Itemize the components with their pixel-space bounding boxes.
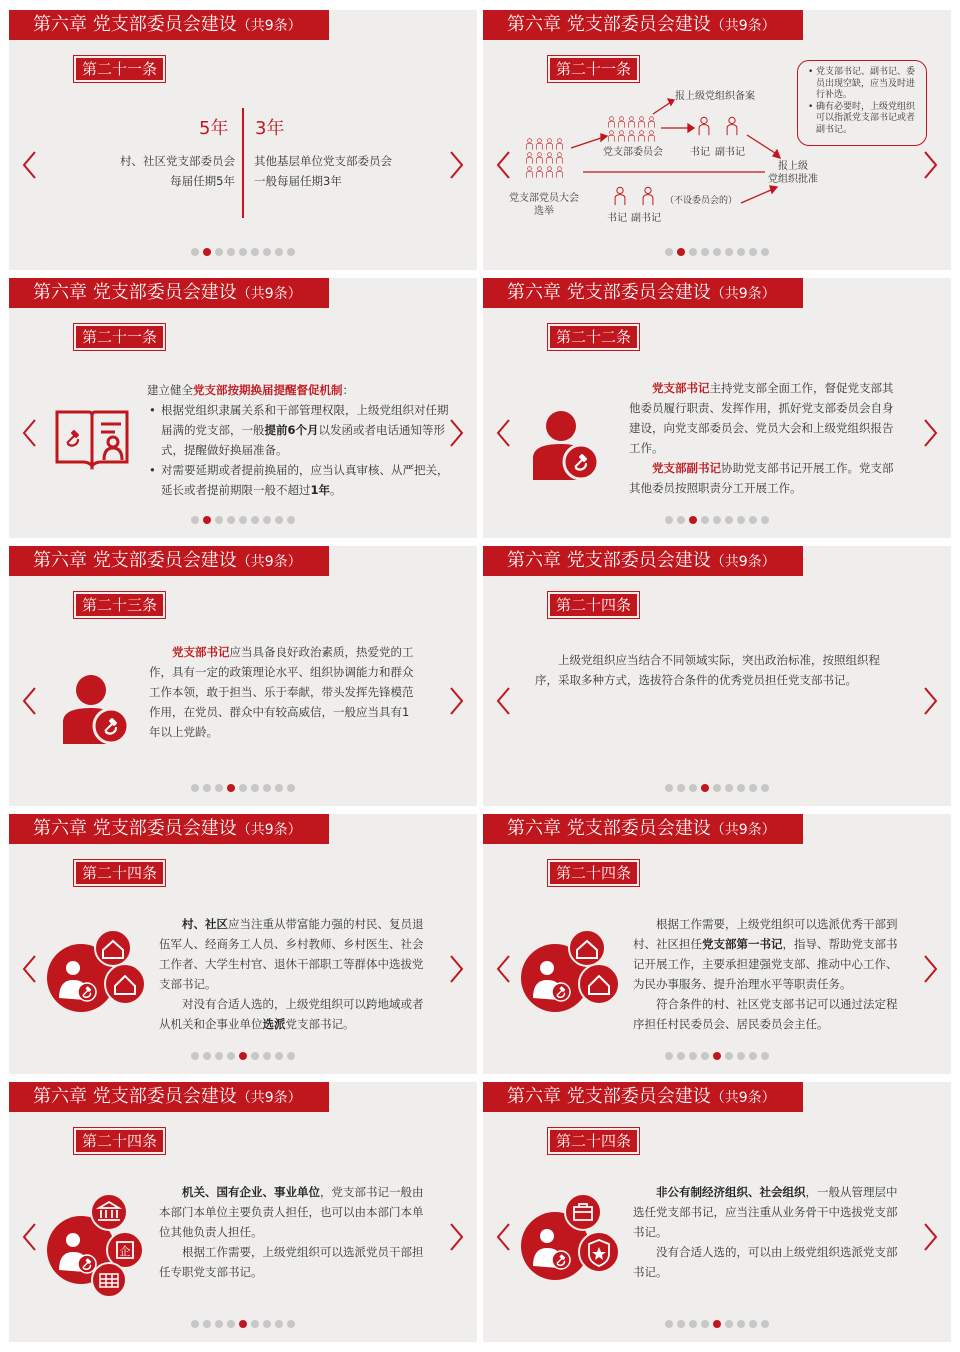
article-tag — [73, 859, 166, 887]
next-button[interactable] — [923, 954, 939, 984]
term-years-other: 3年 — [255, 118, 285, 139]
pagination-dot[interactable] — [251, 1320, 259, 1328]
p1-body: ，党支部书记一般由本部门本单位主要负责人担任，也可以由本部门本单位其他负责人担任。 — [159, 1185, 424, 1239]
b2-post: 。 — [330, 483, 342, 497]
article-label: 第二十一条 — [76, 58, 163, 80]
chapter-title: 第六章 党支部委员会建设 — [507, 550, 711, 571]
chevron-right-icon — [449, 1222, 465, 1252]
next-button[interactable] — [449, 150, 465, 180]
pagination-dot[interactable] — [263, 1052, 271, 1060]
chapter-count: （共9条） — [236, 554, 302, 570]
dispatch-paragraph — [159, 994, 431, 1034]
pagination-dot[interactable] — [263, 1320, 271, 1328]
pagination-dot[interactable] — [677, 1052, 685, 1060]
chapter-count: （共9条） — [710, 822, 776, 838]
article-tag — [547, 1127, 640, 1155]
pagination-dot[interactable] — [713, 248, 721, 256]
pagination-dot[interactable] — [737, 1052, 745, 1060]
intro-pre: 建立健全 — [147, 383, 193, 397]
pagination-dot[interactable] — [737, 516, 745, 524]
pagination-dot[interactable] — [713, 516, 721, 524]
p2-pre: 对没有合适人选的，上级党组织可以跨地域或者从机关和企事业单位 — [159, 997, 424, 1031]
slide7-text — [159, 914, 431, 1034]
chapter-title: 第六章 党支部委员会建设 — [507, 818, 711, 839]
approve-line1: 报上级 — [778, 161, 808, 172]
chevron-right-icon — [449, 150, 465, 180]
vacancy-note-list — [806, 67, 918, 136]
pagination — [665, 516, 769, 524]
article-label: 第二十四条 — [550, 1130, 637, 1152]
article-tag — [73, 591, 166, 619]
pagination — [665, 784, 769, 792]
institution-party-icon-cluster — [45, 1192, 149, 1298]
next-button[interactable] — [923, 418, 939, 448]
chevron-right-icon — [449, 686, 465, 716]
chapter-header — [9, 546, 329, 576]
chevron-left-icon — [495, 954, 511, 984]
pagination-dot[interactable] — [239, 248, 247, 256]
slide5-text — [149, 642, 419, 742]
chevron-left-icon — [21, 418, 37, 448]
pagination-dot[interactable] — [701, 516, 709, 524]
pagination-dot[interactable] — [761, 1320, 769, 1328]
pagination — [665, 1320, 769, 1328]
term-other-line2: 一般每届任期3年 — [254, 174, 342, 188]
slide-7[interactable] — [9, 814, 477, 1074]
next-button[interactable] — [449, 954, 465, 984]
pagination-dot[interactable] — [689, 516, 697, 524]
pagination — [665, 248, 769, 256]
next-button[interactable] — [923, 686, 939, 716]
p1-bold: 党支部第一书记 — [702, 937, 783, 951]
article-label: 第二十三条 — [76, 594, 163, 616]
pagination-dot[interactable] — [737, 1320, 745, 1328]
article-tag — [73, 1127, 166, 1155]
pagination-dot[interactable] — [251, 516, 259, 524]
pagination — [191, 516, 295, 524]
pagination-dot[interactable] — [713, 1320, 721, 1328]
b1-bold: 提前6个月 — [264, 423, 319, 437]
pagination-dot[interactable] — [191, 1052, 199, 1060]
intro-highlight: 党支部按期换届提醒督促机制 — [193, 383, 343, 397]
article-label: 第二十四条 — [550, 594, 637, 616]
article-tag — [73, 323, 166, 351]
village-paragraph — [159, 914, 431, 994]
pagination-dot[interactable] — [215, 248, 223, 256]
pagination-dot[interactable] — [203, 248, 211, 256]
pagination-dot[interactable] — [689, 248, 697, 256]
institution-paragraph — [159, 1182, 431, 1242]
pagination-dot[interactable] — [689, 784, 697, 792]
chapter-count: （共9条） — [236, 18, 302, 34]
members-group-icon — [527, 139, 563, 178]
members-label-line1: 党支部党员大会 — [509, 193, 579, 204]
chevron-left-icon — [21, 150, 37, 180]
selection-paragraph: 上级党组织应当结合不同领域实际，突出政治标准，按照组织程序，采取多种方式，选拔符合条件的优秀党员担任党支部书记。 — [535, 653, 880, 687]
pagination-dot[interactable] — [275, 1320, 283, 1328]
term-other-text — [254, 151, 414, 191]
approve-line2: 党组织批准 — [768, 174, 818, 185]
secretary-label: 书记 — [690, 147, 710, 158]
pagination — [191, 784, 295, 792]
secretary-duty — [629, 378, 897, 458]
term-village-line1: 村、社区党支部委员会 — [120, 154, 235, 168]
prev-button[interactable] — [495, 954, 511, 984]
prev-button[interactable] — [21, 1222, 37, 1252]
pagination — [665, 1052, 769, 1060]
chevron-left-icon — [495, 686, 511, 716]
pagination-dot[interactable] — [749, 1320, 757, 1328]
chapter-count: （共9条） — [710, 18, 776, 34]
pagination-dot[interactable] — [689, 1320, 697, 1328]
pagination-dot[interactable] — [215, 1052, 223, 1060]
pagination-dot[interactable] — [251, 784, 259, 792]
p1-bold: 非公有制经济组织、社会组织 — [656, 1185, 806, 1199]
no-committee-label: （不设委员会的） — [665, 196, 738, 206]
prev-button[interactable] — [495, 418, 511, 448]
chapter-title: 第六章 党支部委员会建设 — [33, 1086, 237, 1107]
article-tag — [547, 859, 640, 887]
pagination-dot[interactable] — [689, 1052, 697, 1060]
p1-highlight: 党支部书记 — [652, 381, 710, 395]
chevron-left-icon — [21, 1222, 37, 1252]
pagination-dot[interactable] — [701, 1052, 709, 1060]
pagination-dot[interactable] — [227, 248, 235, 256]
pagination-dot[interactable] — [191, 516, 199, 524]
secretary-icons — [615, 117, 737, 205]
vacancy-note-1: • 党支部书记、副书记、委员出现空缺，应当及时进行补选。 — [806, 67, 918, 102]
pagination-dot[interactable] — [263, 516, 271, 524]
slide-2[interactable] — [483, 10, 951, 270]
article-tag — [547, 591, 640, 619]
chevron-left-icon — [21, 954, 37, 984]
party-member-icon — [61, 674, 131, 746]
pagination-dot[interactable] — [239, 784, 247, 792]
p-body: 应当具备良好政治素质，热爱党的工作，具有一定的政策理论水平、组织协调能力和群众工作本领，敢于担当、乐于奉献，带头发挥先锋模范作用，在党员、群众中有较高威信，一般应当具有1年以上党龄。 — [149, 645, 414, 739]
slide4-text — [629, 378, 897, 498]
village-party-icon-cluster — [45, 924, 149, 1014]
pagination-dot[interactable] — [251, 1052, 259, 1060]
chevron-left-icon — [21, 686, 37, 716]
pagination-dot[interactable] — [749, 1052, 757, 1060]
pagination-dot[interactable] — [215, 1320, 223, 1328]
intro-line — [147, 380, 455, 400]
slide6-text — [535, 650, 899, 690]
p1-pre: 根据工作需要，上级党组织可以选派优秀干部到村、社区担任 — [633, 917, 898, 951]
article-label: 第二十一条 — [550, 58, 637, 80]
p1-body: ，一般从管理层中选任党支部书记，应当注重从业务骨干中选拔党支部书记。 — [633, 1185, 898, 1239]
p2-bold: 选派 — [262, 1017, 286, 1031]
chapter-count: （共9条） — [236, 822, 302, 838]
pagination-dot[interactable] — [203, 784, 211, 792]
pagination-dot[interactable] — [251, 248, 259, 256]
chevron-right-icon — [923, 1222, 939, 1252]
vacancy-note-2: • 确有必要时，上级党组织可以指派党支部书记或者副书记。 — [806, 102, 918, 137]
pagination-dot[interactable] — [677, 248, 685, 256]
vacancy-note-box — [797, 60, 927, 146]
b1-pre: 根据党组织隶属关系和干部管理权限，上级党组织对任期届满的党支部，一般 — [161, 403, 449, 437]
pagination-dot[interactable] — [725, 248, 733, 256]
p-highlight: 党支部书记 — [172, 645, 230, 659]
article-label: 第二十四条 — [76, 1130, 163, 1152]
pagination-dot[interactable] — [725, 516, 733, 524]
deputy2-label: 副书记 — [631, 213, 661, 224]
pagination-dot[interactable] — [191, 1320, 199, 1328]
reminder-item-2 — [147, 460, 455, 500]
pagination-dot[interactable] — [665, 248, 673, 256]
chapter-header — [483, 814, 803, 844]
chapter-count: （共9条） — [236, 1090, 302, 1106]
slide-4[interactable] — [483, 278, 951, 538]
pagination-dot[interactable] — [713, 784, 721, 792]
reminder-item-1 — [147, 400, 455, 460]
pagination-dot[interactable] — [677, 1320, 685, 1328]
next-button[interactable] — [923, 1222, 939, 1252]
enterprise-icon: 企 — [119, 1245, 131, 1258]
party-book-icon — [53, 408, 131, 470]
dispatch-paragraph: 没有合适人选的，可以由上级党组织选派党支部书记。 — [633, 1245, 898, 1279]
prev-button[interactable] — [21, 150, 37, 180]
chevron-right-icon — [923, 418, 939, 448]
pagination-dot[interactable] — [227, 516, 235, 524]
pagination-dot[interactable] — [701, 248, 709, 256]
pagination-dot[interactable] — [287, 784, 295, 792]
slide10-text — [633, 1182, 905, 1282]
slide-3[interactable] — [9, 278, 477, 538]
pagination-dot[interactable] — [677, 516, 685, 524]
slide9-text — [159, 1182, 431, 1282]
fulltime-secretary-paragraph: 根据工作需要，上级党组织可以选派党员干部担任专职党支部书记。 — [159, 1245, 424, 1279]
pagination-dot[interactable] — [749, 784, 757, 792]
secretary2-label: 书记 — [607, 213, 627, 224]
deputy-duty — [629, 458, 897, 498]
slide-8[interactable] — [483, 814, 951, 1074]
b1-post: 以发函或者电话通知等形式，提醒做好换届准备。 — [161, 423, 446, 457]
p2-post: 党支部书记。 — [285, 1017, 355, 1031]
pagination-dot[interactable] — [761, 516, 769, 524]
deputy-label: 副书记 — [715, 147, 745, 158]
village-party-icon-cluster — [519, 924, 623, 1014]
pagination-dot[interactable] — [203, 516, 211, 524]
chevron-right-icon — [449, 954, 465, 984]
slide3-text — [147, 380, 455, 500]
chapter-header — [9, 10, 329, 40]
article-tag — [547, 323, 640, 351]
next-button[interactable] — [449, 1222, 465, 1252]
chapter-title: 第六章 党支部委员会建设 — [33, 14, 237, 35]
chapter-title: 第六章 党支部委员会建设 — [507, 14, 711, 35]
pagination — [191, 1052, 295, 1060]
slide-1[interactable] — [9, 10, 477, 270]
pagination-dot[interactable] — [239, 1320, 247, 1328]
pagination-dot[interactable] — [287, 1320, 295, 1328]
pagination-dot[interactable] — [749, 248, 757, 256]
p2-highlight: 党支部副书记 — [652, 461, 721, 475]
b2-pre: 对需要延期或者提前换届的，应当认真审核、从严把关，延长或者提前期限一般不超过 — [161, 463, 449, 497]
secretary-qualification — [149, 642, 419, 742]
members-label — [499, 192, 589, 218]
article-label: 第二十四条 — [76, 862, 163, 884]
pagination-dot[interactable] — [677, 784, 685, 792]
committee-group-icon — [609, 117, 655, 142]
reminder-list — [147, 400, 455, 500]
pagination-dot[interactable] — [665, 1052, 673, 1060]
pagination — [191, 248, 295, 256]
prev-button[interactable] — [495, 686, 511, 716]
chapter-header — [9, 1082, 329, 1112]
chapter-count: （共9条） — [236, 286, 302, 302]
approve-label — [763, 160, 823, 186]
article-tag — [73, 55, 166, 83]
nonpublic-party-icon-cluster — [519, 1192, 623, 1282]
pagination-dot[interactable] — [725, 784, 733, 792]
p1-bold: 村、社区 — [182, 917, 228, 931]
chapter-header — [483, 1082, 803, 1112]
pagination-dot[interactable] — [287, 248, 295, 256]
pagination-dot[interactable] — [701, 1320, 709, 1328]
next-button[interactable] — [449, 686, 465, 716]
chevron-left-icon — [495, 1222, 511, 1252]
chapter-title: 第六章 党支部委员会建设 — [33, 282, 237, 303]
b2-bold: 1年 — [310, 483, 331, 497]
pagination-dot[interactable] — [275, 1052, 283, 1060]
pagination-dot[interactable] — [215, 784, 223, 792]
intro-post: ： — [342, 383, 354, 397]
slide-9[interactable] — [9, 1082, 477, 1342]
pagination-dot[interactable] — [701, 784, 709, 792]
pagination-dot[interactable] — [275, 784, 283, 792]
pagination-dot[interactable] — [287, 1052, 295, 1060]
chapter-header — [483, 278, 803, 308]
committee-label: 党支部委员会 — [603, 147, 663, 158]
pagination-dot[interactable] — [203, 1052, 211, 1060]
article-label: 第二十一条 — [76, 326, 163, 348]
pagination-dot[interactable] — [227, 784, 235, 792]
pagination-dot[interactable] — [263, 784, 271, 792]
slide-6[interactable] — [483, 546, 951, 806]
prev-button[interactable] — [21, 686, 37, 716]
p1-post: ，指导、帮助党支部书记开展工作，主要承担建强党支部、推动中心工作、为民办事服务、提升治理水平等职责任务。 — [633, 937, 898, 991]
prev-button[interactable] — [21, 954, 37, 984]
chapter-header — [9, 278, 329, 308]
p1-body: 应当注重从带富能力强的村民、复员退伍军人、经商务工人员、乡村教师、乡村医生、社会工作者、大学生村官、退休干部职工等群体中选拔党支部书记。 — [159, 917, 424, 991]
term-other-line1: 其他基层单位党支部委员会 — [254, 154, 392, 168]
slide-10[interactable] — [483, 1082, 951, 1342]
slide-5[interactable] — [9, 546, 477, 806]
first-secretary-paragraph — [633, 914, 905, 994]
p2-body: 协助党支部书记开展工作。党支部其他委员按照职责分工开展工作。 — [629, 461, 894, 495]
term-village-line2: 每届任期5年 — [170, 174, 235, 188]
nonpublic-paragraph — [633, 1182, 905, 1242]
p1-bold: 机关、国有企业、事业单位 — [182, 1185, 320, 1199]
party-member-icon — [531, 410, 601, 482]
pagination-dot[interactable] — [239, 516, 247, 524]
chapter-count: （共9条） — [710, 554, 776, 570]
pagination-dot[interactable] — [275, 248, 283, 256]
pagination-dot[interactable] — [263, 248, 271, 256]
pagination-dot[interactable] — [665, 784, 673, 792]
pagination-dot[interactable] — [191, 248, 199, 256]
members-label-line2: 选举 — [534, 206, 554, 217]
pagination-dot[interactable] — [287, 516, 295, 524]
pagination-dot[interactable] — [725, 1052, 733, 1060]
pagination-dot[interactable] — [215, 516, 223, 524]
term-years-village: 5年 — [199, 118, 229, 139]
article-label: 第二十四条 — [550, 862, 637, 884]
pagination-dot[interactable] — [749, 516, 757, 524]
article-label: 第二十二条 — [550, 326, 637, 348]
pagination-dot[interactable] — [665, 1320, 673, 1328]
chapter-title: 第六章 党支部委员会建设 — [33, 818, 237, 839]
prev-button[interactable] — [495, 1222, 511, 1252]
pagination-dot[interactable] — [227, 1052, 235, 1060]
prev-button[interactable] — [21, 418, 37, 448]
pagination-dot[interactable] — [761, 1052, 769, 1060]
slide8-text — [633, 914, 905, 1034]
pagination-dot[interactable] — [737, 784, 745, 792]
pagination-dot[interactable] — [761, 784, 769, 792]
pagination-dot[interactable] — [713, 1052, 721, 1060]
report-record-label: 报上级党组织备案 — [675, 91, 755, 102]
chapter-header — [483, 546, 803, 576]
committee-chair-paragraph: 符合条件的村、社区党支部书记可以通过法定程序担任村民委员会、居民委员会主任。 — [633, 997, 898, 1031]
chevron-right-icon — [923, 686, 939, 716]
pagination-dot[interactable] — [275, 516, 283, 524]
pagination-dot[interactable] — [203, 1320, 211, 1328]
chapter-title: 第六章 党支部委员会建设 — [507, 1086, 711, 1107]
pagination-dot[interactable] — [227, 1320, 235, 1328]
pagination-dot[interactable] — [665, 516, 673, 524]
pagination-dot[interactable] — [239, 1052, 247, 1060]
term-village-text — [109, 151, 235, 191]
pagination — [191, 1320, 295, 1328]
pagination-dot[interactable] — [191, 784, 199, 792]
chapter-count: （共9条） — [710, 1090, 776, 1106]
chapter-title: 第六章 党支部委员会建设 — [33, 550, 237, 571]
chapter-title: 第六章 党支部委员会建设 — [507, 282, 711, 303]
pagination-dot[interactable] — [737, 248, 745, 256]
chapter-count: （共9条） — [710, 286, 776, 302]
divider — [242, 108, 244, 218]
chapter-header — [9, 814, 329, 844]
pagination-dot[interactable] — [725, 1320, 733, 1328]
chevron-right-icon — [923, 954, 939, 984]
pagination-dot[interactable] — [761, 248, 769, 256]
p1-body: 主持党支部全面工作，督促党支部其他委员履行职责、发挥作用，抓好党支部委员会自身建设，向党支部委员会、党员大会和上级党组织报告工作。 — [629, 381, 894, 455]
chevron-left-icon — [495, 418, 511, 448]
